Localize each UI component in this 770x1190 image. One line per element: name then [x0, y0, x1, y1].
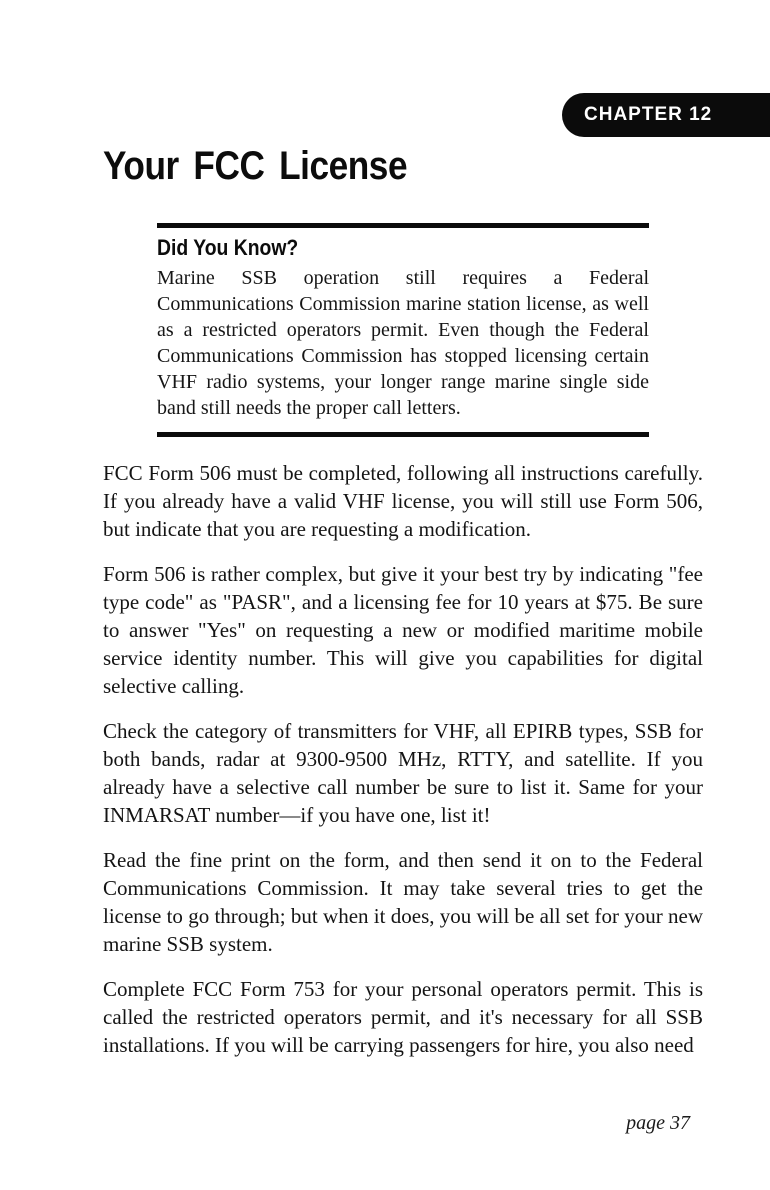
body-paragraph: Complete FCC Form 753 for your personal operators permit. This is called the restricted operators permit, and it's necessary for all SSB installations. If you will be carrying passengers for hire, you also need	[103, 977, 703, 1057]
chapter-badge	[562, 93, 770, 137]
did-you-know-text: Marine SSB operation still requires a Federal Communications Commission marine station license, as well as a restricted operators permit. Even though the Federal Communications Commission has stopped licensing certain VHF radio systems, your longer range marine single side band still needs the proper call letters.	[157, 267, 649, 419]
body-paragraph: Check the category of transmitters for VHF, all EPIRB types, SSB for both bands, radar at 9300-9500 MHz, RTTY, and satellite. If you already have a selective call number be sure to list it. Same for your INMARSAT number—if you have one, list it!	[103, 719, 703, 827]
body-paragraph: Read the fine print on the form, and then send it on to the Federal Communications Commission. It may take several tries to get the license to go through; but when it does, you will be all set for your new marine SSB system.	[103, 848, 703, 956]
did-you-know-box	[157, 223, 649, 437]
chapter-badge-label: CHAPTER 12	[584, 104, 713, 125]
body-paragraph: FCC Form 506 must be completed, following all instructions carefully. If you already have a valid VHF license, you will still use Form 506, but indicate that you are requesting a modification.	[103, 461, 703, 541]
body-paragraph: Form 506 is rather complex, but give it your best try by indicating "fee type code" as "PASR", and a licensing fee for 10 years at $75. Be sure to answer "Yes" on requesting a new or modified maritime mobile service identity number. This will give you capabilities for digital selective calling.	[103, 562, 703, 698]
did-you-know-heading: Did You Know?	[157, 235, 299, 260]
page-title: Your FCC License	[103, 144, 408, 188]
page-number: page 37	[626, 1112, 690, 1134]
body-text-column	[103, 459, 703, 1076]
